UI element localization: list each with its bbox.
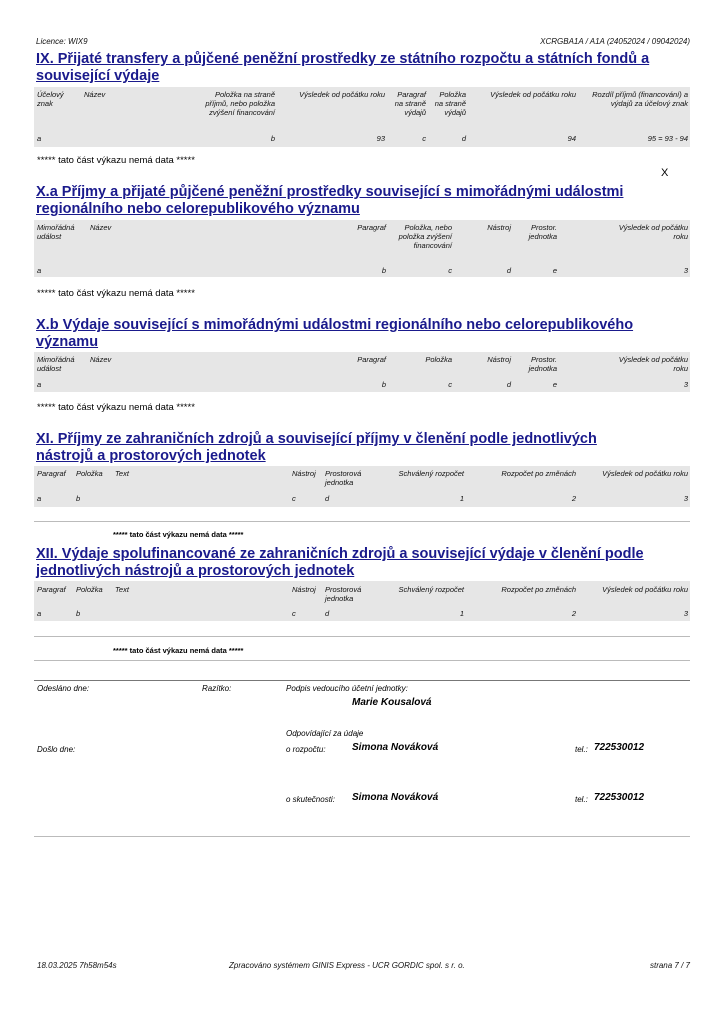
col-header: Nástroj [487,355,511,364]
col-key: c [292,494,296,503]
responsible-label: Odpovídající za údaje [286,729,364,738]
col-header: Rozpočet po změnách [501,585,576,594]
section-ix-title-1: IX. Přijaté transfery a půjčené peněžní prostředky ze státního rozpočtu a státních fondů a [36,51,650,67]
col-key: e [552,266,557,275]
col-key: a [37,134,42,143]
col-key: 3 [683,494,688,503]
col-header: Položka na straně výdajů [434,90,466,117]
col-header: Paragraf na straně výdajů [394,90,426,117]
col-header: Výsledek od počátku roku [618,355,688,373]
section-xi-title-1: XI. Příjmy ze zahraničních zdrojů a související příjmy v členění podle jednotlivých [36,431,597,447]
divider [34,521,690,522]
col-header: Paragraf [357,223,386,232]
col-key: 3 [683,266,688,275]
col-header: Položka na straně příjmů, nebo položka zvýšení financování [205,90,275,117]
col-header: Text [115,585,129,594]
col-header: Účelový znak [37,90,64,108]
tel-number: 722530012 [594,792,645,803]
received-date-label: Došlo dne: [37,745,76,754]
no-data-notice: ***** tato část výkazu nemá data ***** [37,402,195,413]
col-key: d [461,134,466,143]
col-key: a [37,494,42,503]
head-name: Marie Kousalová [352,697,432,708]
col-key: c [448,266,452,275]
col-header: Výsledek od počátku roku [602,585,688,594]
col-header: Nástroj [487,223,511,232]
col-key: d [325,494,330,503]
col-key: b [76,609,81,618]
section-xa-title-1: X.a Příjmy a přijaté půjčené peněžní prostředky související s mimořádnými událostmi [36,184,624,200]
col-header: Mimořádná událost [37,355,75,373]
col-key: 3 [683,609,688,618]
col-header: Prostorová jednotka [325,469,362,487]
col-header: Rozdíl příjmů (financování) a výdajů za účelový znak [592,90,688,108]
col-key: 1 [459,494,464,503]
col-header: Položka [76,585,103,594]
col-header: Mimořádná událost [37,223,75,241]
col-key: b [381,266,386,275]
col-header: Text [115,469,129,478]
budget-person: Simona Nováková [352,742,439,753]
col-key: 1 [459,609,464,618]
footer-page-number: strana 7 / 7 [649,961,690,970]
no-data-notice: ***** tato část výkazu nemá data ***** [37,288,195,299]
no-data-notice: ***** tato část výkazu nemá data ***** [113,530,244,539]
signature-block-top-rule [34,680,690,681]
actual-person: Simona Nováková [352,792,439,803]
divider [34,660,690,661]
col-key: a [37,609,42,618]
col-header: Název [84,90,106,99]
stamp-label: Razítko: [202,684,232,693]
head-signature-label: Podpis vedoucího účetní jednotky: [286,684,408,693]
tel-label: tel.: [575,795,588,804]
report-code: XCRGBA1A / A1A (24052024 / 09042024) [540,37,690,46]
sent-date-label: Odesláno dne: [37,684,90,693]
footer-system: Zpracováno systémem GINIS Express - UCR GORDIC spol. s r. o. [229,961,465,970]
stray-mark: X [661,167,669,179]
budget-label: o rozpočtu: [286,745,326,754]
col-header: Rozpočet po změnách [501,469,576,478]
tel-number: 722530012 [594,742,645,753]
col-header: Název [90,355,112,364]
col-header: Schválený rozpočet [398,469,464,478]
col-key: d [506,266,511,275]
section-xb-title-1: X.b Výdaje související s mimořádnými událostmi regionálního nebo celorepublikového [36,317,634,333]
tel-label: tel.: [575,745,588,754]
col-key: d [325,609,330,618]
section-xa-title-2: regionálního nebo celorepublikového významu [36,201,360,217]
col-header: Položka [76,469,103,478]
col-key: b [76,494,81,503]
col-key: a [37,266,42,275]
col-key: d [506,380,511,389]
licence-label: Licence: WIX9 [36,37,88,46]
divider [34,636,690,637]
col-key: 2 [571,494,576,503]
no-data-notice: ***** tato část výkazu nemá data ***** [113,646,244,655]
col-header: Schválený rozpočet [398,585,464,594]
col-header: Paragraf [37,585,66,594]
col-header: Paragraf [357,355,386,364]
col-header: Prostor. jednotka [528,355,557,373]
actual-label: o skutečnosti: [286,795,335,804]
col-header: Výsledek od počátku roku [618,223,688,241]
col-header: Prostor. jednotka [528,223,557,241]
col-key: a [37,380,42,389]
col-header: Položka [425,355,452,364]
section-xii-title-2: jednotlivých nástrojů a prostorových jednotek [36,563,355,579]
section-xi-title-2: nástrojů a prostorových jednotek [36,448,266,464]
col-header: Název [90,223,112,232]
col-header: Výsledek od počátku roku [602,469,688,478]
col-header: Nástroj [292,469,316,478]
col-header: Položka, nebo položka zvýšení financování [398,223,452,250]
col-header: Prostorová jednotka [325,585,362,603]
footer-timestamp: 18.03.2025 7h58m54s [37,961,117,970]
col-key: b [270,134,275,143]
section-ix-title-2: související výdaje [36,68,160,84]
no-data-notice: ***** tato část výkazu nemá data ***** [37,155,195,166]
col-key: e [552,380,557,389]
section-xii-title-1: XII. Výdaje spolufinancované ze zahraničních zdrojů a související výdaje v členění podle [36,546,644,562]
col-header: Výsledek od počátku roku [490,90,576,99]
signature-block-bottom-rule [34,836,690,837]
section-xb-title-2: významu [36,334,99,350]
col-key: 2 [571,609,576,618]
col-key: 3 [683,380,688,389]
col-key: 93 [376,134,385,143]
col-key: c [422,134,426,143]
col-header: Paragraf [37,469,66,478]
col-header: Výsledek od počátku roku [299,90,385,99]
col-key: 95 = 93 - 94 [647,134,688,143]
col-key: c [292,609,296,618]
col-header: Nástroj [292,585,316,594]
col-key: b [381,380,386,389]
col-key: 94 [567,134,576,143]
col-key: c [448,380,452,389]
